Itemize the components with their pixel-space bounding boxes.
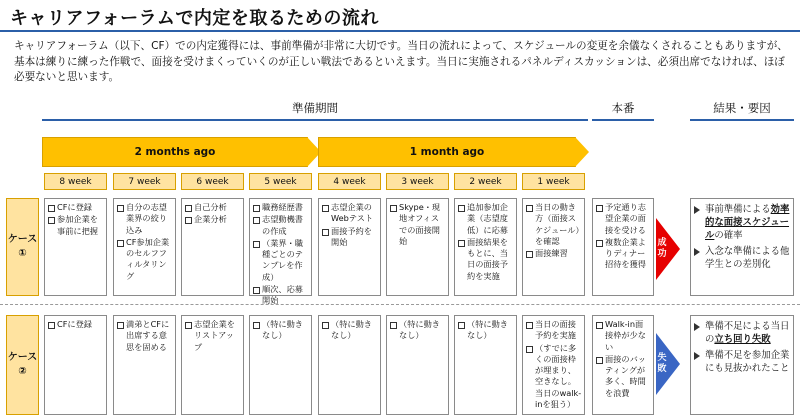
list-item: Skype・現地オフィスでの面接開始 [390,202,446,247]
list-item: 志望動機書の作成 [253,214,309,237]
period-one-month-arrow [575,137,589,167]
week-header-2: 2 week [454,173,517,190]
list-item: （特に動きなし） [390,319,446,342]
section-prep-line [42,119,588,121]
case-1-week-1 [522,198,585,296]
list-item: （特に動きなし） [458,319,514,342]
list-item: CFに登録 [48,319,104,330]
case-2-week-6 [181,315,244,415]
case-1-week-3 [386,198,449,296]
intro-paragraph: キャリアフォーラム（以下、CF）での内定獲得には、事前準備が非常に大切です。当日の流れによって、スケジュールの変更を余儀なくされることもありますが、基本は練りに練った作戦で、面接を受けまくっていくのが正しい戦法であるといえます。当日に実施されるパネルディスカッションは、必須出席でなければ、ほぼ必要ないと思います。 [14,40,788,83]
page-title: キャリアフォーラムで内定を取るための流れ [10,8,379,29]
result-item: 準備不足による当日の立ち回り失敗 [694,320,790,346]
section-prep: 準備期間 [292,101,338,115]
week-header-3: 3 week [386,173,449,190]
week-header-1: 1 week [522,173,585,190]
result-item: 入念な準備による他学生との差別化 [694,245,790,271]
result-emphasis: 効率的な面接スケジュール [705,204,790,241]
week-header-5: 5 week [249,173,312,190]
list-item: 志望企業をリストアップ [185,319,241,353]
section-main: 本番 [611,101,635,115]
list-item: 当日の動き方（面接スケジュール）を確認 [526,202,582,247]
list-item: 満弟とCFに出席する意思を固める [117,319,173,353]
case-2-main [592,315,654,415]
case-2-week-7 [113,315,176,415]
list-item: 追加参加企業（志望度低）に応募 [458,202,514,236]
section-result-line [690,119,794,121]
case-2-week-4 [318,315,381,415]
case-2-label-text: ケース [7,352,38,363]
list-item: 複数企業よりディナー招待を獲得 [596,237,651,271]
case-1-week-2 [454,198,517,296]
case-divider [0,304,800,305]
title-divider [0,30,800,32]
case-1-label [6,198,39,296]
list-item: CFに登録 [48,202,104,213]
case-2-outcome-label: 失敗 [657,353,667,374]
list-item: 参加企業を事前に把握 [48,214,104,237]
case-1-label-text: ケース [7,234,38,245]
result-emphasis: 立ち回り失敗 [714,334,771,345]
result-item: 準備不足を参加企業にも見抜かれたこと [694,349,790,375]
list-item: 志望企業のWebテスト [322,202,378,225]
week-header-8: 8 week [44,173,107,190]
list-item: 順次、応募開始 [253,284,309,307]
week-header-7: 7 week [113,173,176,190]
list-item: 企業分析 [185,214,241,225]
list-item: （業界・職種ごとのテンプレを作成） [253,238,309,283]
period-one-month: 1 month ago [318,137,576,167]
case-1-week-5 [249,198,312,306]
list-item: 当日の面接予約を実施 [526,319,582,342]
case-1-outcome-label: 成功 [657,238,667,259]
list-item: CF参加企業のセルフフィルタリング [117,237,173,282]
week-header-6: 6 week [181,173,244,190]
case-2-label-number: ② [18,366,27,377]
list-item: （特に動きなし） [253,319,309,342]
period-two-months: 2 months ago [42,137,308,167]
list-item: 面接予約を開始 [322,226,378,249]
list-item: 面接練習 [526,248,582,259]
case-1-week-7 [113,198,176,296]
list-item: Walk-in面接枠が少ない [596,319,651,353]
case-2-week-2 [454,315,517,415]
case-2-week-3 [386,315,449,415]
case-2-label [6,315,39,415]
case-1-result [690,198,794,296]
case-2-result [690,315,794,415]
section-result: 結果・要因 [713,101,771,115]
case-2-week-1 [522,315,585,415]
list-item: 自分の志望業界の絞り込み [117,202,173,236]
list-item: 面接結果をもとに、当日の面接予約を実施 [458,237,514,282]
case-1-week-4 [318,198,381,296]
list-item: 自己分析 [185,202,241,213]
section-main-line [592,119,654,121]
list-item: （すでに多くの面接枠が埋まり、空きなし。当日のwalk-inを狙う） [526,343,582,411]
case-1-week-6 [181,198,244,296]
week-header-4: 4 week [318,173,381,190]
list-item: 面接のバッティングが多く、時間を浪費 [596,354,651,399]
list-item: （特に動きなし） [322,319,378,342]
case-2-week-5 [249,315,312,415]
case-1-label-number: ① [18,248,27,259]
case-1-week-8 [44,198,107,296]
list-item: 予定通り志望企業の面接を受ける [596,202,651,236]
case-2-week-8 [44,315,107,415]
list-item: 職務経歴書 [253,202,309,213]
case-1-main [592,198,654,296]
result-item: 事前準備による効率的な面接スケジュールの確率 [694,203,790,242]
